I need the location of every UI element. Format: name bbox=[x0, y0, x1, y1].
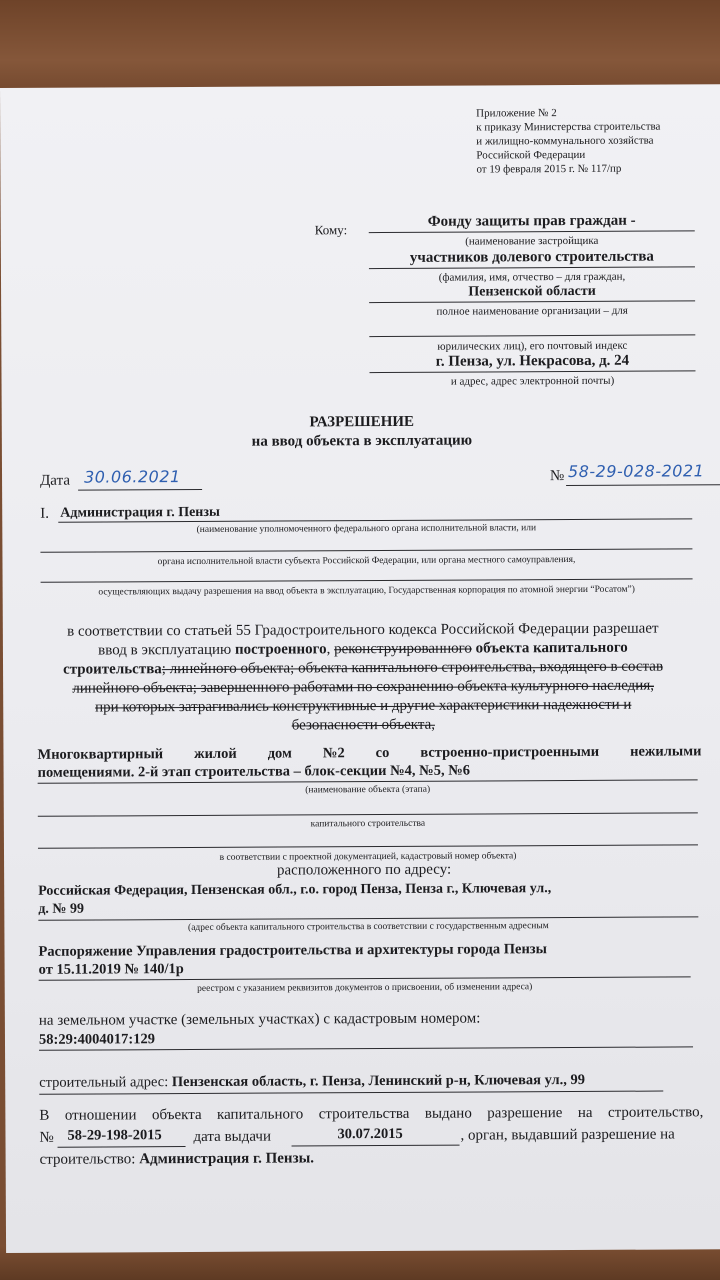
object-note-1: (наименование объекта (этапа) bbox=[305, 784, 431, 796]
basis-built: построенного bbox=[234, 641, 327, 658]
permit-num-value: 58-29-198-2015 bbox=[67, 1127, 162, 1144]
appendix-line-3: и жилищно-коммунального хозяйства bbox=[476, 134, 654, 148]
basis-line-2c: , bbox=[326, 641, 335, 658]
date-underline bbox=[78, 489, 202, 491]
address-value-1: Российская Федерация, Пензенская обл., г.о. город Пенза, Пенза г., Ключевая ул., bbox=[38, 881, 552, 899]
build-address bbox=[39, 1072, 585, 1092]
build-address-value: Пензенская область, г. Пенза, Ленинский р-н, Ключевая ул., 99 bbox=[171, 1071, 586, 1091]
document-subtitle: на ввод объекта в эксплуатацию bbox=[251, 432, 473, 450]
permit-authority: Администрация г. Пензы. bbox=[139, 1150, 315, 1168]
document-sheet bbox=[0, 84, 720, 1253]
permit-number-underline bbox=[566, 484, 720, 486]
build-address-label: строительный адрес: bbox=[39, 1074, 172, 1091]
object-line-1 bbox=[37, 743, 701, 763]
basis-line-2e: объекта капитального bbox=[471, 639, 628, 657]
object-note-3: в соответствии с проектной документацией, кадастровый номер объекта) bbox=[219, 851, 517, 863]
object-word-5: со bbox=[375, 744, 390, 762]
basis-line-2a: ввод в эксплуатацию bbox=[98, 641, 236, 659]
permit-date-label: дата выдачи bbox=[193, 1128, 272, 1146]
address-note-1: (адрес объекта капитального строительства в соответствии с государственным адресным bbox=[187, 921, 549, 934]
basis-line-1: в соответствии со статьей 55 Градостроительного кодекса Российской Федерации разрешает bbox=[67, 620, 659, 640]
object-word-2: жилой bbox=[194, 745, 237, 762]
basis-line-6: безопасности объекта, bbox=[291, 716, 436, 734]
authority-note-2: органа исполнительной власти субъекта Российской Федерации, или органа местного самоуправления, bbox=[157, 554, 576, 568]
basis-line-3 bbox=[33, 658, 693, 678]
permit-num-underline bbox=[58, 1146, 186, 1148]
authority-name: Администрация г. Пензы bbox=[60, 504, 220, 521]
permit-num-label: № bbox=[39, 1129, 54, 1146]
address-value-2: д. № 99 bbox=[38, 901, 84, 917]
date-label: Дата bbox=[40, 472, 71, 489]
authority-note-3: осуществляющих выдачу разрешения на ввод объекта в эксплуатацию, Государственная корпорация по атомной энергии “Росатом”) bbox=[98, 584, 635, 598]
basis-line-4: линейного объекта; завершенного работами по сохранению объекта культурного наследия, bbox=[72, 677, 655, 697]
section-roman: I. bbox=[40, 505, 50, 522]
to-note-5: и адрес, адрес электронной почты) bbox=[450, 374, 615, 388]
date-value: 30.06.2021 bbox=[83, 467, 181, 487]
to-value-1: Фонду защиты прав граждан - bbox=[427, 212, 636, 230]
to-label: Кому: bbox=[314, 222, 348, 238]
object-word-3: дом bbox=[267, 745, 292, 762]
basis-line-2 bbox=[33, 639, 693, 659]
land-label: на земельном участке (земельных участках) с кадастровым номером: bbox=[38, 1010, 481, 1029]
authority-underline-3 bbox=[41, 578, 693, 582]
appendix-line-4: Российской Федерации bbox=[476, 148, 586, 162]
land-cadastral-number: 58:29:4004017:129 bbox=[38, 1031, 156, 1048]
permit-number-label: № bbox=[549, 468, 565, 485]
permit-number-value: 58-29-028-2021 bbox=[567, 461, 705, 482]
to-note-2: (фамилия, имя, отчество – для граждан, bbox=[438, 270, 626, 284]
permit-date-underline bbox=[292, 1145, 460, 1147]
to-note-4: юрилических лиц), его почтовый индекс bbox=[437, 339, 628, 353]
appendix-line-2: к приказу Министерства строительства bbox=[476, 120, 661, 134]
address-value-4: от 15.11.2019 № 140/1р bbox=[38, 961, 184, 978]
to-value-2: участников долевого строительства bbox=[409, 248, 654, 266]
address-note-2: реестром с указанием реквизитов документов о присвоении, об изменении адреса) bbox=[197, 982, 533, 994]
object-line-2: помещениями. 2-й этап строительства – блок-секции №4, №5, №6 bbox=[37, 762, 471, 781]
permit-line-3 bbox=[40, 1150, 315, 1168]
object-underline-3 bbox=[38, 844, 698, 848]
to-value-4: г. Пенза, ул. Некрасова, д. 24 bbox=[435, 352, 630, 370]
authority-note-1: (наименование уполномоченного федерального органа исполнительной власти, или bbox=[196, 523, 537, 535]
address-label: расположенного по адресу: bbox=[276, 861, 452, 879]
object-word-6: встроенно-пристроенными bbox=[420, 743, 600, 761]
object-note-2: капитального строительства bbox=[310, 818, 426, 830]
authority-underline-2 bbox=[40, 548, 692, 552]
basis-reconstructed: реконструированного bbox=[334, 640, 472, 658]
to-underline-4 bbox=[369, 334, 695, 337]
permit-date-value: 30.07.2015 bbox=[337, 1125, 403, 1143]
appendix-line-1: Приложение № 2 bbox=[476, 107, 557, 120]
to-note-1: (наименование застройщика bbox=[465, 234, 599, 248]
object-underline-2 bbox=[38, 812, 698, 816]
permit-tail: , орган, выдавший разрешение на bbox=[460, 1126, 675, 1144]
basis-line-5: при которых затрагивались конструктивные и другие характеристики надежности и bbox=[95, 696, 632, 716]
basis-line-3b: ; линейного объекта; объекта капитального строительства, входящего в состав bbox=[161, 658, 664, 678]
to-note-3: полное наименование организации – для bbox=[436, 304, 628, 318]
appendix-line-5: от 19 февраля 2015 г. № 117/пр bbox=[476, 162, 622, 176]
permit-line-1: В отношении объекта капитального строительства выдано разрешение на строительство, bbox=[39, 1104, 704, 1124]
object-word-1: Многоквартирный bbox=[37, 746, 164, 763]
basis-line-3a: строительства bbox=[63, 661, 162, 678]
document-title: РАЗРЕШЕНИЕ bbox=[309, 413, 415, 431]
object-word-4: №2 bbox=[322, 745, 345, 762]
address-value-3: Распоряжение Управления градостроительства и архитектуры города Пензы bbox=[38, 941, 547, 960]
permit-line-2 bbox=[39, 1130, 53, 1147]
to-value-3: Пензенской области bbox=[468, 283, 596, 300]
permit-line-3a: строительство: bbox=[39, 1151, 140, 1168]
object-word-7: нежилыми bbox=[630, 743, 702, 760]
